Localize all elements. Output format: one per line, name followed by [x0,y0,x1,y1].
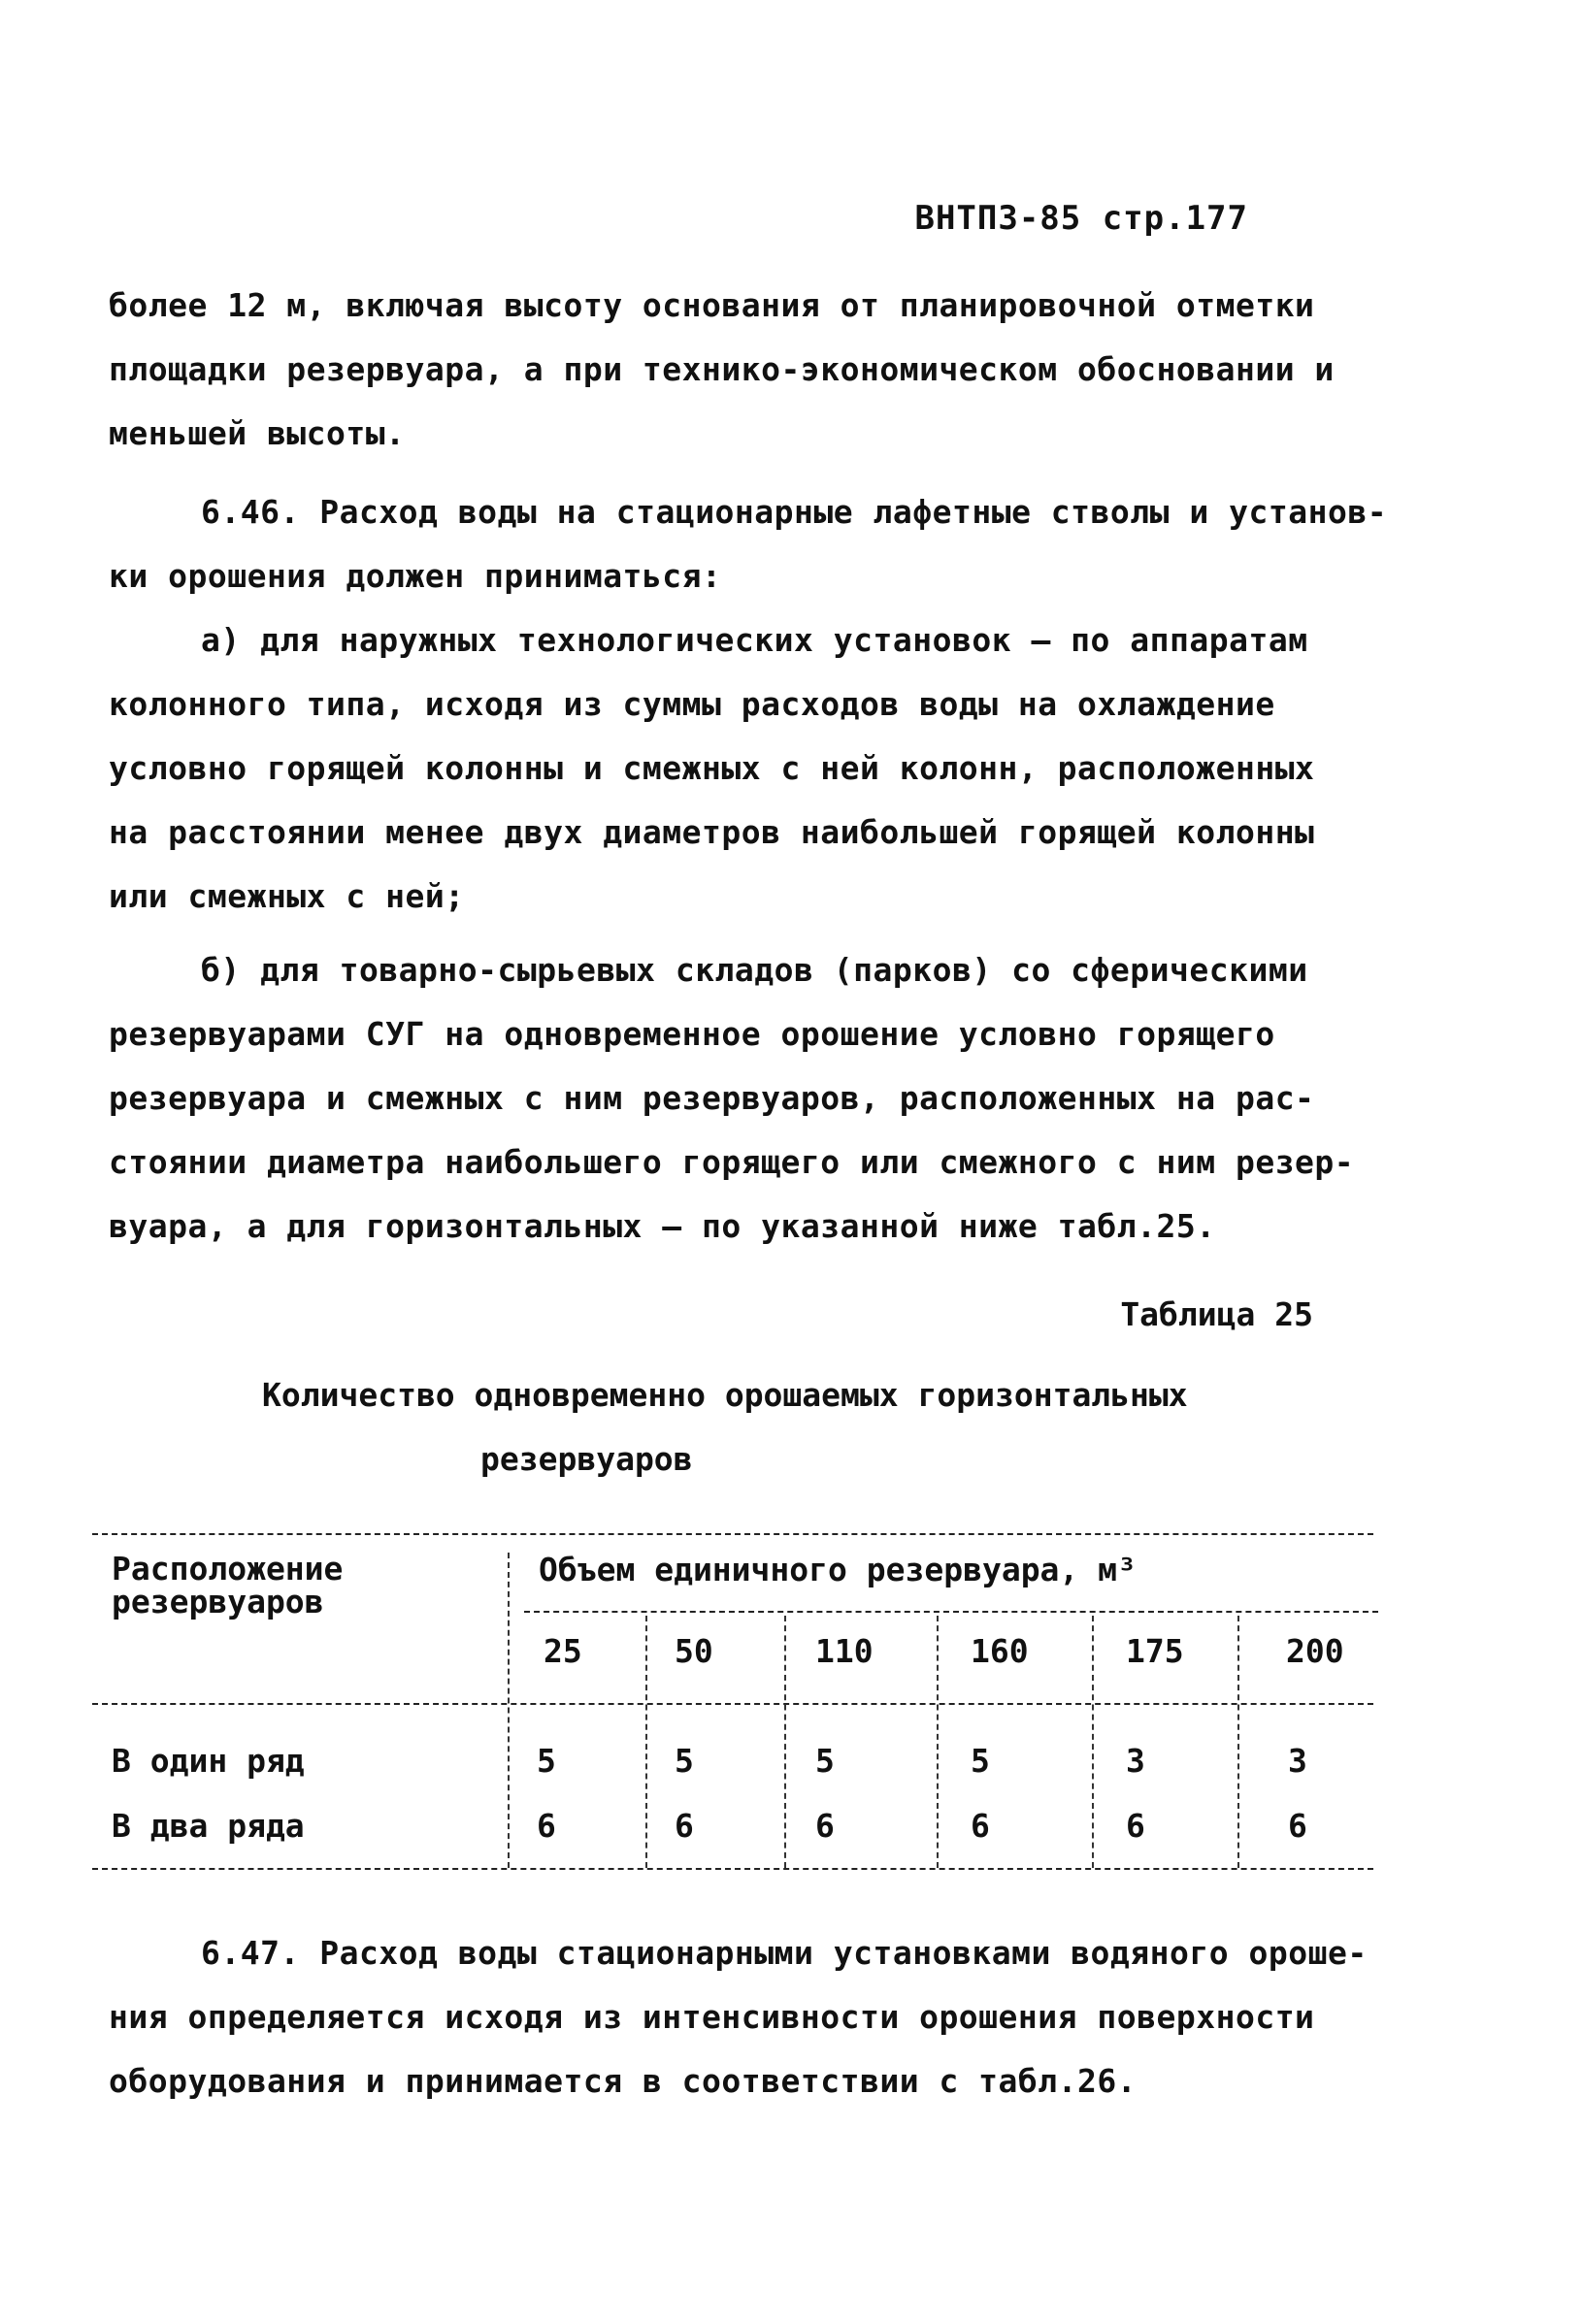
volume-header: 50 [675,1632,713,1670]
text-line: условно горящей колонны и смежных с ней колонн, расположенных [109,749,1315,787]
group-header-rule [524,1611,1378,1613]
paragraph-intro [109,274,1400,466]
column-divider [508,1553,510,1868]
item-b [109,938,1400,1259]
column-header-line: резервуаров [112,1583,324,1620]
text-line: а) для наружных технологических установок – по аппаратам [201,621,1308,659]
table-cell: 6 [1126,1807,1145,1845]
volume-header: 160 [971,1632,1029,1670]
text-line: ния определяется исходя из интенсивности орошения поверхности [109,1998,1315,2036]
text-line: меньшей высоты. [109,414,406,452]
text-line: ки орошения должен приниматься: [109,557,722,595]
header-bottom-rule [92,1703,1373,1705]
table-cell: 6 [815,1807,835,1845]
row-label: В один ряд [112,1742,305,1780]
volume-header: 25 [544,1632,582,1670]
section-6-47 [109,1921,1400,2113]
column-divider [1092,1616,1094,1868]
volume-header: 200 [1286,1632,1344,1670]
text-line: оборудования и принимается в соответствии с табл.26. [109,2062,1138,2100]
table-cell: 5 [675,1742,694,1780]
column-header-location [112,1550,344,1620]
volume-header: 175 [1126,1632,1184,1670]
column-divider [937,1616,939,1868]
table-cell: 5 [537,1742,556,1780]
text-line: 6.46. Расход воды на стационарные лафетные стволы и установ- [201,493,1388,531]
table-top-rule [92,1533,1373,1535]
table-title-line: Количество одновременно орошаемых горизонтальных [262,1376,1188,1414]
section-6-46 [109,480,1400,608]
column-divider [645,1616,647,1868]
table-label: Таблица 25 [1120,1295,1313,1333]
text-line: площадки резервуара, а при технико-экономическом обосновании и [109,350,1335,388]
table-cell: 6 [537,1807,556,1845]
column-header-line: Расположение [112,1550,344,1588]
text-line: на расстоянии менее двух диаметров наибольшей горящей колонны [109,813,1315,851]
page-header: ВНТП3-85 стр.177 [914,199,1248,238]
text-line: 6.47. Расход воды стационарными установками водяного ороше- [201,1934,1368,1972]
text-line: вуара, а для горизонтальных – по указанной ниже табл.25. [109,1207,1216,1245]
text-line: б) для товарно-сырьевых складов (парков) со сферическими [201,951,1308,989]
text-line: резервуарами СУГ на одновременное орошение условно горящего [109,1015,1275,1053]
table-cell: 3 [1288,1742,1307,1780]
table-cell: 5 [971,1742,990,1780]
column-group-header-volume: Объем единичного резервуара, м³ [539,1551,1137,1588]
table-cell: 3 [1126,1742,1145,1780]
table-title-line: резервуаров [480,1440,693,1478]
table-cell: 6 [1288,1807,1307,1845]
volume-header: 110 [815,1632,874,1670]
row-label: В два ряда [112,1807,305,1845]
table-title [262,1363,1233,1491]
text-line: или смежных с ней; [109,877,465,915]
text-line: более 12 м, включая высоту основания от планировочной отметки [109,286,1315,324]
text-line: резервуара и смежных с ним резервуаров, расположенных на рас- [109,1079,1315,1117]
table-cell: 5 [815,1742,835,1780]
table-cell: 6 [675,1807,694,1845]
column-divider [784,1616,786,1868]
text-line: стоянии диаметра наибольшего горящего или смежного с ним резер- [109,1143,1355,1181]
text-line: колонного типа, исходя из суммы расходов воды на охлаждение [109,685,1275,723]
column-divider [1237,1616,1239,1868]
table-cell: 6 [971,1807,990,1845]
table-bottom-rule [92,1868,1373,1870]
table-25 [92,1523,1373,1878]
item-a [109,608,1400,929]
